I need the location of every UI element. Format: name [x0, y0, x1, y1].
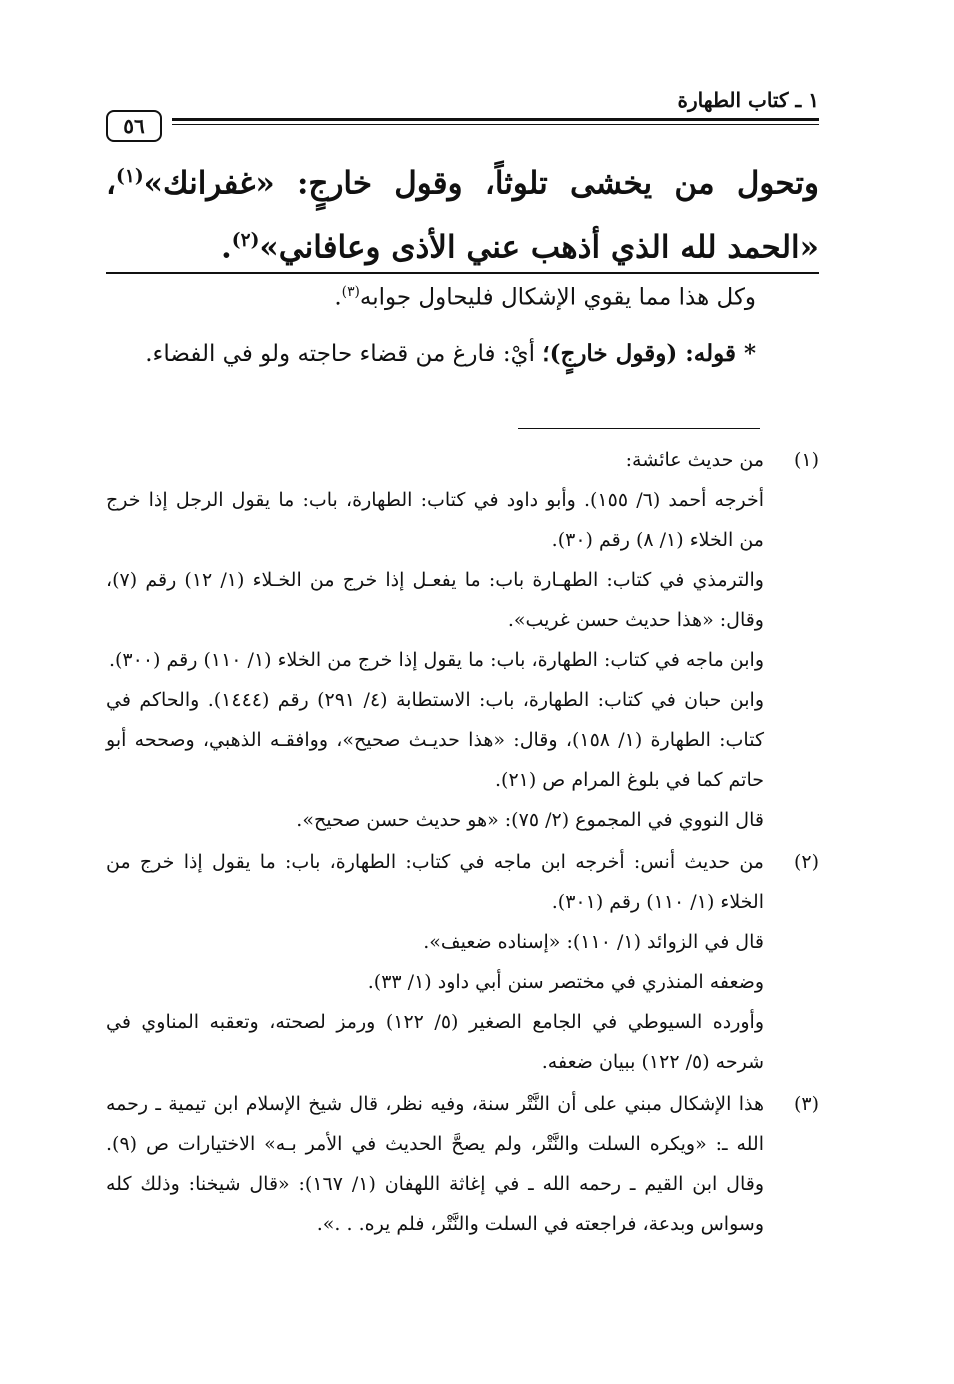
footnote-paragraph: والترمذي في كتاب: الطهـارة باب: ما يفعـل إذا خرج من الخـلاء (١/ ١٢) رقم (٧)، وقال: «هذا حديث حسن غريب». [106, 569, 764, 631]
footnote-ref-3[interactable]: (٣) [341, 284, 360, 300]
chapter-title: ١ ـ كتاب الطهارة [677, 88, 819, 112]
commentary-text-1-end: . [334, 284, 342, 311]
footnote-paragraph: قال النووي في المجموع (٢/ ٧٥): «هو حديث حسن صحيح». [296, 809, 764, 831]
commentary-lemma: * قوله: (وقول خارجٍ)؛ [542, 340, 756, 367]
footnote-ref-1[interactable]: (١) [116, 166, 144, 187]
main-text [106, 148, 819, 277]
main-text-end: . [220, 229, 232, 266]
footnote-number: (٢) [793, 851, 819, 873]
commentary-text-1: وكل هذا مما يقوي الإشكال فليحاول جوابه [359, 284, 756, 311]
footnote-paragraph: أخرجه أحمد (٦/ ١٥٥). وأبو داود في كتاب: الطهارة، باب: ما يقول الرجل إذا خرج من الخلاء (١/ ٨) رقم (٣٠). [106, 489, 764, 551]
footnote-1 [106, 440, 819, 840]
footnotes [106, 440, 819, 1246]
main-text-part2: ، «الحمد لله الذي أذهب عني الأذى وعافاني» [106, 165, 819, 266]
commentary-line-1 [106, 284, 756, 311]
footnote-paragraph: وابن ماجه في كتاب: الطهارة، باب: ما يقول إذا خرج من الخلاء (١/ ١١٠) رقم (٣٠٠). [108, 649, 764, 671]
footnote-paragraph: هذا الإشكال مبني على أن النَّتْر سنة، وفيه نظر، قال شيخ الإسلام ابن تيمية ـ رحمه الله ـ: «ويكره السلت والنَّتْر، ولم يصحَّ الحديث في الأمر بـه» الاختيارات ص (٩). وقال ابن القيم ـ رحمه الله ـ في إغاثة اللهفان (١/ ١٦٧): «قال شيخنا: وذلك كله وسواس وبدعة، فراجعته في السلت والنَّتْر، فلم يره. . .». [106, 1093, 764, 1235]
footnote-ref-2[interactable]: (٢) [231, 230, 260, 252]
page-header [106, 84, 819, 140]
footnote-number: (٣) [793, 1093, 819, 1115]
footnote-paragraph: وضعفه المنذري في مختصر سنن أبي داود (١/ ٣٣). [367, 971, 764, 993]
main-text-part1: وتحول من يخشى تلوثاً، وقول خارجٍ: «غفرانك» [143, 165, 819, 202]
footnote-number: (١) [793, 449, 819, 471]
commentary-explanation: أيْ: فارغ من قضاء حاجته ولو في الفضاء. [145, 341, 543, 367]
footnote-3 [106, 1084, 819, 1244]
footnote-paragraph: من حديث عائشة: [625, 449, 764, 471]
commentary-line-2 [106, 340, 756, 367]
main-text-rule [106, 272, 819, 274]
footnote-2 [106, 842, 819, 1082]
footnote-paragraph: قال في الزوائد (١/ ١١٠): «إسناده ضعيف». [423, 931, 764, 953]
header-rule-thin [172, 124, 819, 125]
page-number: ٥٦ [106, 110, 162, 142]
footnote-paragraph: وأورده السيوطي في الجامع الصغير (٥/ ١٢٢) ورمز لصحته، وتعقبه المناوي في شرحه (٥/ ١٢٢) ببيان ضعفه. [106, 1011, 764, 1073]
header-rule [172, 118, 819, 121]
footnote-paragraph: وابن حبان في كتاب: الطهارة، باب: الاستطابة (٤/ ٢٩١) رقم (١٤٤٤). والحاكم في كتاب: الطهارة (١/ ١٥٨)، وقال: «هذا حديـث صحيح»، ووافقـه الذهبي، وصححه أبو حاتم كما في بلوغ المرام ص (٢١). [106, 689, 765, 791]
footnote-paragraph: من حديث أنس: أخرجه ابن ماجه في كتاب: الطهارة، باب: ما يقول إذا خرج من الخلاء (١/ ١١٠) رقم (٣٠١). [106, 851, 764, 913]
footnote-separator [518, 428, 760, 429]
